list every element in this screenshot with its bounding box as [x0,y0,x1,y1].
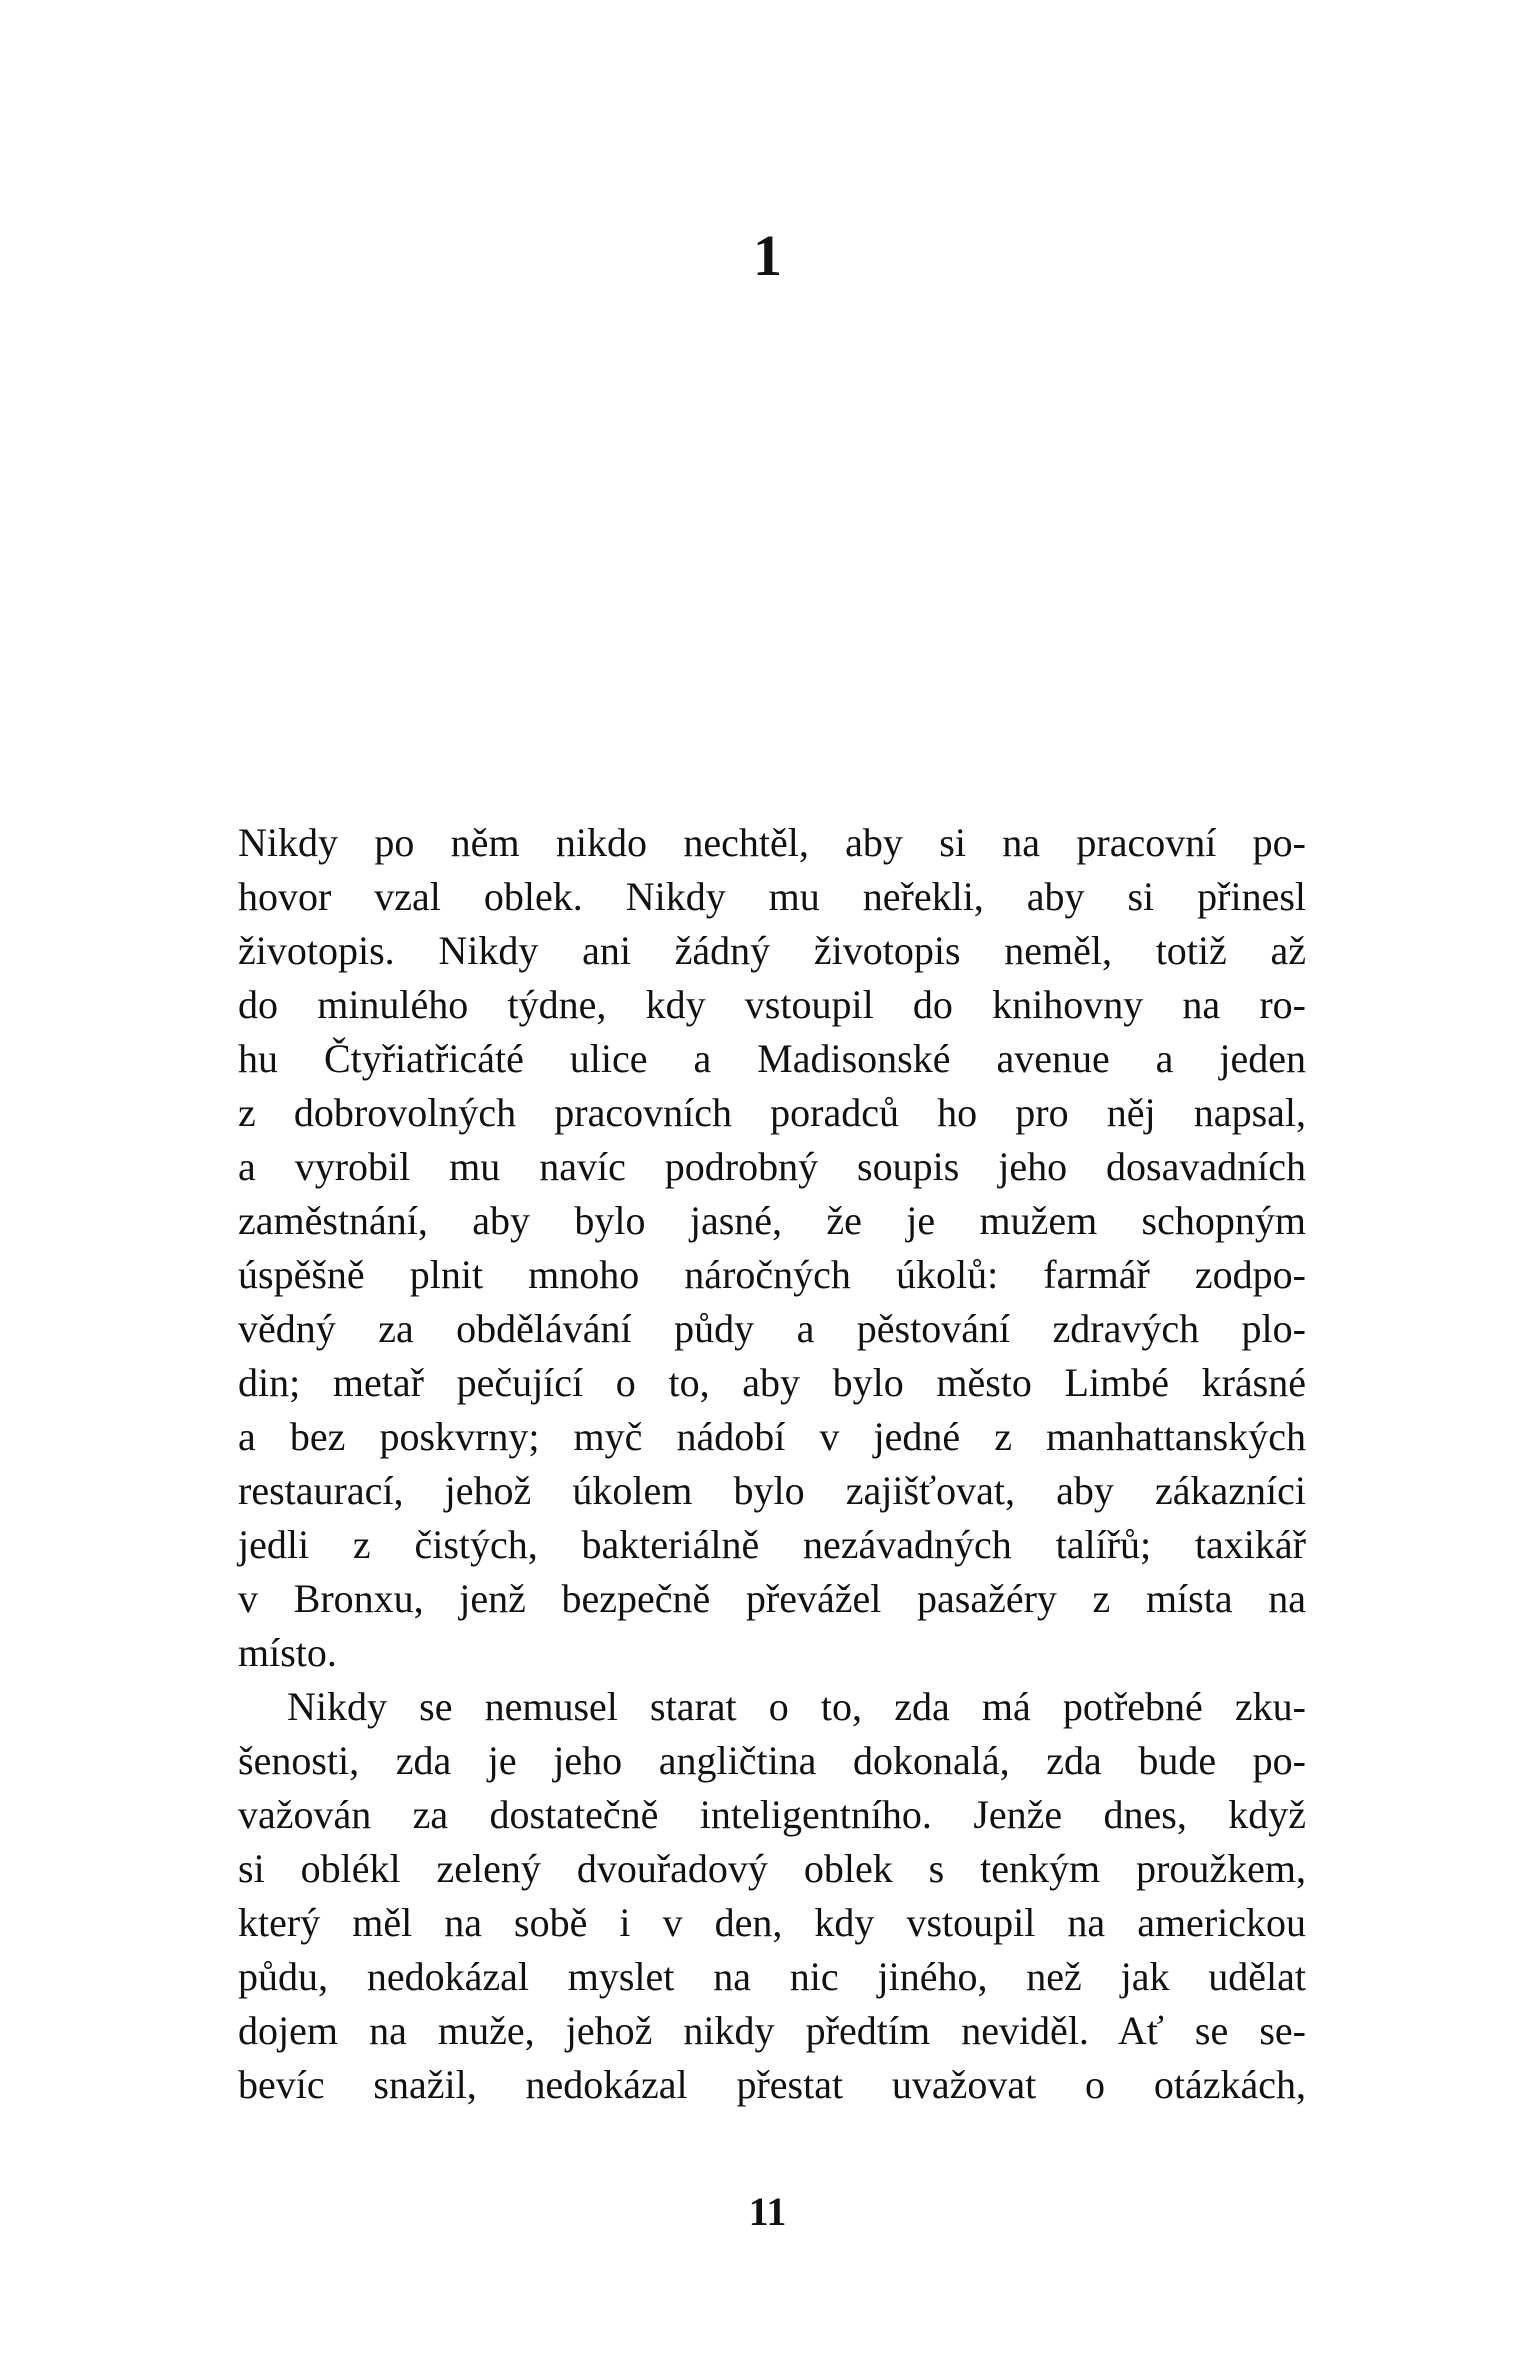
text-line: dojem na muže, jehož nikdy předtím neviděl. Ať se se- [238,2008,1306,2053]
text-line: půdu, nedokázal myslet na nic jiného, než jak udělat [238,1954,1306,1999]
chapter-number: 1 [753,223,782,288]
text-line: restaurací, jehož úkolem bylo zajišťovat, aby zákazníci [238,1468,1306,1513]
text-line: místo. [238,1630,337,1675]
text-line: do minulého týdne, kdy vstoupil do knihovny na ro- [238,982,1306,1027]
text-line: hovor vzal oblek. Nikdy mu neřekli, aby si přinesl [238,874,1306,919]
text-line: z dobrovolných pracovních poradců ho pro něj napsal, [238,1090,1306,1135]
text-line: Nikdy se nemusel starat o to, zda má potřebné zku- [287,1684,1306,1729]
text-line: si oblékl zelený dvouřadový oblek s tenkým proužkem, [238,1846,1306,1891]
text-line: Nikdy po něm nikdo nechtěl, aby si na pracovní po- [238,820,1306,865]
text-line: hu Čtyřiatřicáté ulice a Madisonské avenue a jeden [238,1036,1306,1081]
text-line: životopis. Nikdy ani žádný životopis neměl, totiž až [238,928,1306,973]
body-text [238,816,1306,2112]
text-line: a vyrobil mu navíc podrobný soupis jeho dosavadních [238,1144,1306,1189]
paragraph-2 [238,1680,1306,2112]
page-number: 11 [748,2189,787,2234]
text-line: din; metař pečující o to, aby bylo město Limbé krásné [238,1360,1306,1405]
text-line: který měl na sobě i v den, kdy vstoupil na americkou [238,1900,1306,1945]
text-line: važován za dostatečně inteligentního. Jenže dnes, když [238,1792,1306,1837]
text-line: úspěšně plnit mnoho náročných úkolů: farmář zodpo- [238,1252,1306,1297]
text-line: bevíc snažil, nedokázal přestat uvažovat o otázkách, [238,2062,1306,2107]
text-line: v Bronxu, jenž bezpečně převážel pasažéry z místa na [238,1576,1306,1621]
text-line: jedli z čistých, bakteriálně nezávadných talířů; taxikář [238,1522,1306,1567]
text-line: zaměstnání, aby bylo jasné, že je mužem schopným [238,1198,1306,1243]
paragraph-1 [238,816,1306,1680]
text-line: a bez poskvrny; myč nádobí v jedné z manhattanských [238,1414,1306,1459]
text-line: vědný za obdělávání půdy a pěstování zdravých plo- [238,1306,1306,1351]
text-line: šenosti, zda je jeho angličtina dokonalá, zda bude po- [238,1738,1306,1783]
